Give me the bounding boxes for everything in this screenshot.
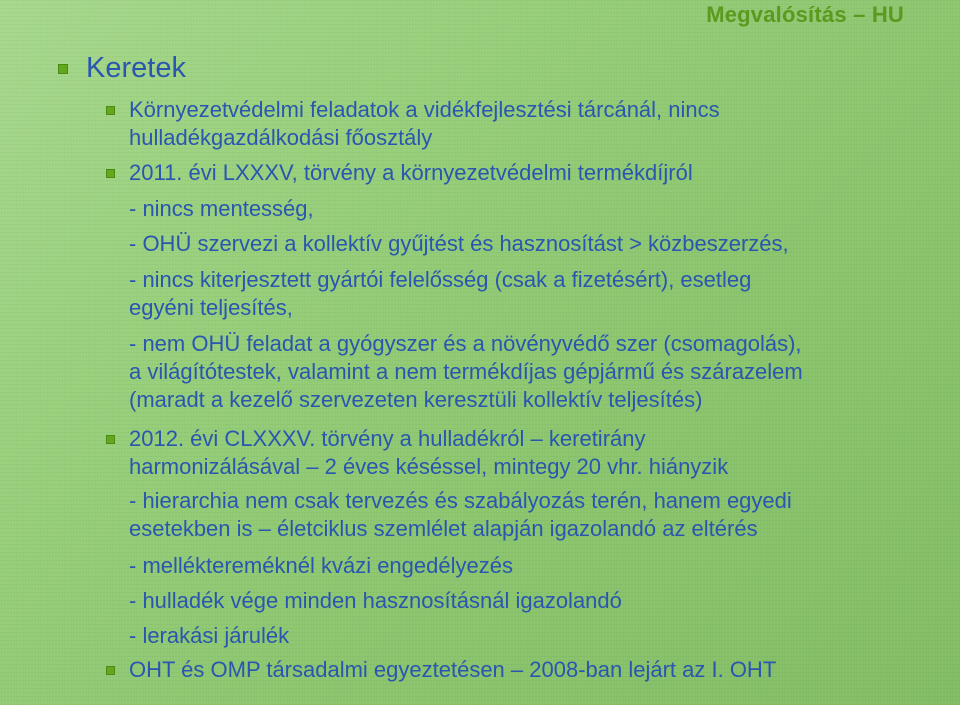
item-line: OHT és OMP társadalmi egyeztetésen – 2008-ban lejárt az I. OHT [129, 657, 777, 682]
sub-item [129, 330, 955, 414]
list-item [106, 159, 693, 187]
sub-item [129, 552, 955, 580]
sub-line: - melléktereméknél kvázi engedélyezés [129, 553, 513, 578]
sub-line: - hulladék vége minden hasznosításnál igazolandó [129, 588, 622, 613]
sub-line: - lerakási járulék [129, 623, 290, 648]
sub-line: - nincs mentesség, [129, 196, 314, 221]
square-bullet-icon [106, 169, 115, 178]
list-item [106, 96, 720, 152]
sub-line: egyéni teljesítés, [129, 295, 293, 320]
sub-line: a világítótestek, valamint a nem termékdíjas gépjármű és szárazelem [129, 359, 803, 384]
item-line: harmonizálásával – 2 éves késéssel, mintegy 20 vhr. hiányzik [129, 454, 729, 479]
sub-item [129, 487, 955, 543]
sub-item [129, 195, 955, 223]
item-line: 2012. évi CLXXXV. törvény a hulladékról – keretirány [129, 426, 646, 451]
sub-line: (maradt a kezelő szervezeten keresztüli kollektív teljesítés) [129, 387, 703, 412]
square-bullet-icon [106, 666, 115, 675]
sub-item [129, 622, 955, 650]
heading-keretek [58, 52, 186, 85]
sub-line: - hierarchia nem csak tervezés és szabályozás terén, hanem egyedi [129, 488, 792, 513]
list-item [106, 656, 776, 684]
item-line: Környezetvédelmi feladatok a vidékfejlesztési tárcánál, nincs [129, 97, 720, 122]
square-bullet-icon [106, 106, 115, 115]
sub-line: - nincs kiterjesztett gyártói felelősség (csak a fizetésért), esetleg [129, 267, 752, 292]
sub-item [129, 266, 955, 322]
list-item [106, 425, 728, 481]
heading-text: Keretek [86, 52, 186, 84]
square-bullet-icon [106, 435, 115, 444]
sub-line: - nem OHÜ feladat a gyógyszer és a növényvédő szer (csomagolás), [129, 331, 802, 356]
sub-item [129, 230, 955, 258]
square-bullet-icon [58, 64, 68, 74]
sub-line: - OHÜ szervezi a kollektív gyűjtést és hasznosítást > közbeszerzés, [129, 231, 789, 256]
item-line: hulladékgazdálkodási főosztály [129, 125, 433, 150]
sub-item [129, 587, 955, 615]
page-title: Megvalósítás – HU [706, 2, 904, 27]
item-line: 2011. évi LXXXV, törvény a környezetvédelmi termékdíjról [129, 160, 693, 185]
sub-line: esetekben is – életciklus szemlélet alapján igazolandó az eltérés [129, 516, 758, 541]
